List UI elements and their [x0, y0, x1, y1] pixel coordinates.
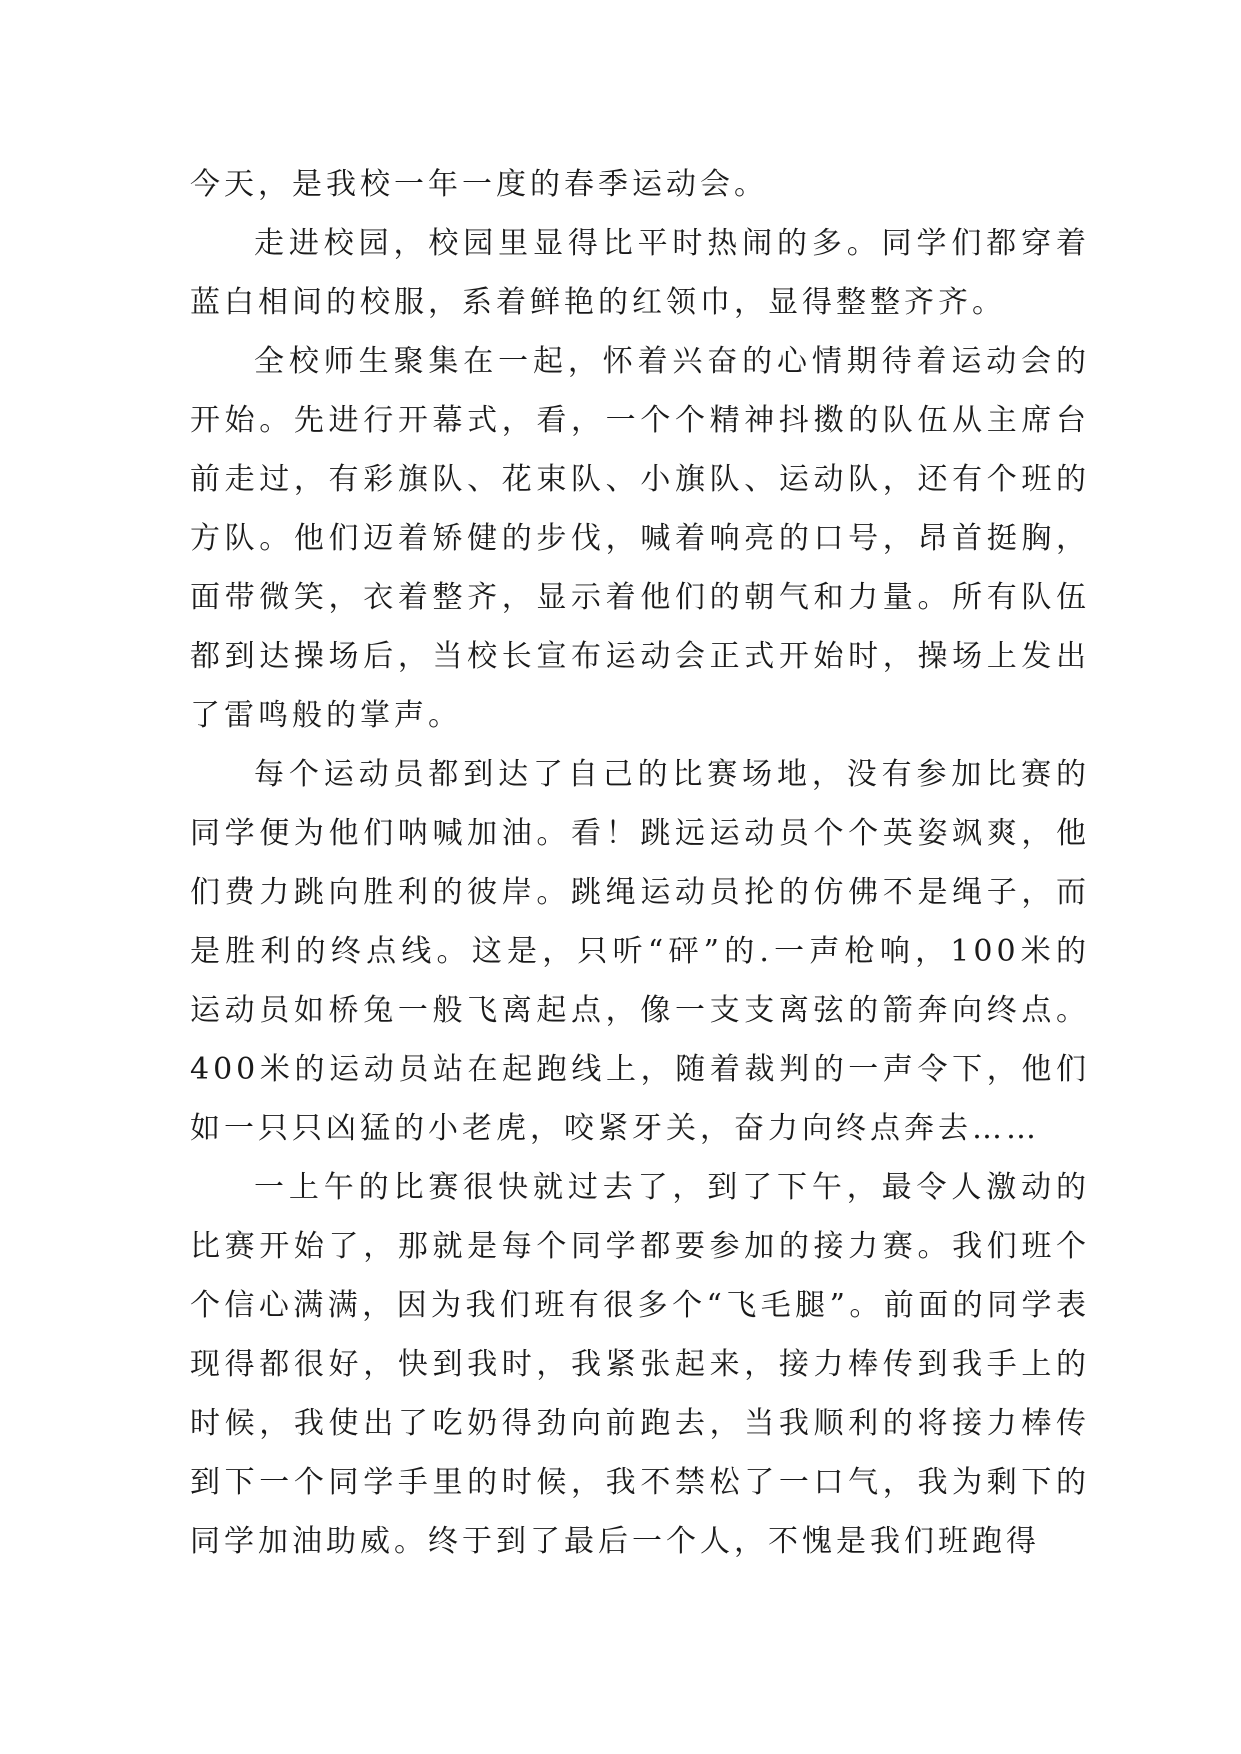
paragraph-2: 走进校园，校园里显得比平时热闹的多。同学们都穿着蓝白相间的校服，系着鲜艳的红领巾，显得整整齐齐。 [190, 226, 1090, 320]
paragraph-3: 全校师生聚集在一起，怀着兴奋的心情期待着运动会的开始。先进行开幕式，看，一个个精神抖擞的队伍从主席台前走过，有彩旗队、花束队、小旗队、运动队，还有个班的方队。他们迈着矫健的步伐，喊着响亮的口号，昂首挺胸，面带微笑，衣着整齐，显示着他们的朝气和力量。所有队伍都到达操场后，当校长宣布运动会正式开始时，操场上发出了雷鸣般的掌声。 [190, 344, 1090, 733]
paragraph-4: 每个运动员都到达了自己的比赛场地，没有参加比赛的同学便为他们呐喊加油。看！跳远运动员个个英姿飒爽，他们费力跳向胜利的彼岸。跳绳运动员抡的仿佛不是绳子，而是胜利的终点线。这是，只听“砰”的.一声枪响，100米的运动员如桥兔一般飞离起点，像一支支离弦的箭奔向终点。400米的运动员站在起跑线上，随着裁判的一声令下，他们如一只只凶猛的小老虎，咬紧牙关，奋力向终点奔去…… [190, 757, 1090, 1146]
paragraph-1: 今天，是我校一年一度的春季运动会。 [190, 167, 768, 202]
document-body [190, 155, 1090, 1571]
paragraph-5: 一上午的比赛很快就过去了，到了下午，最令人激动的比赛开始了，那就是每个同学都要参加的接力赛。我们班个个信心满满，因为我们班有很多个“飞毛腿”。前面的同学表现得都很好，快到我时，我紧张起来，接力棒传到我手上的时候，我使出了吃奶得劲向前跑去，当我顺利的将接力棒传到下一个同学手里的时候，我不禁松了一口气，我为剩下的同学加油助威。终于到了最后一个人，不愧是我们班跑得 [190, 1170, 1090, 1559]
